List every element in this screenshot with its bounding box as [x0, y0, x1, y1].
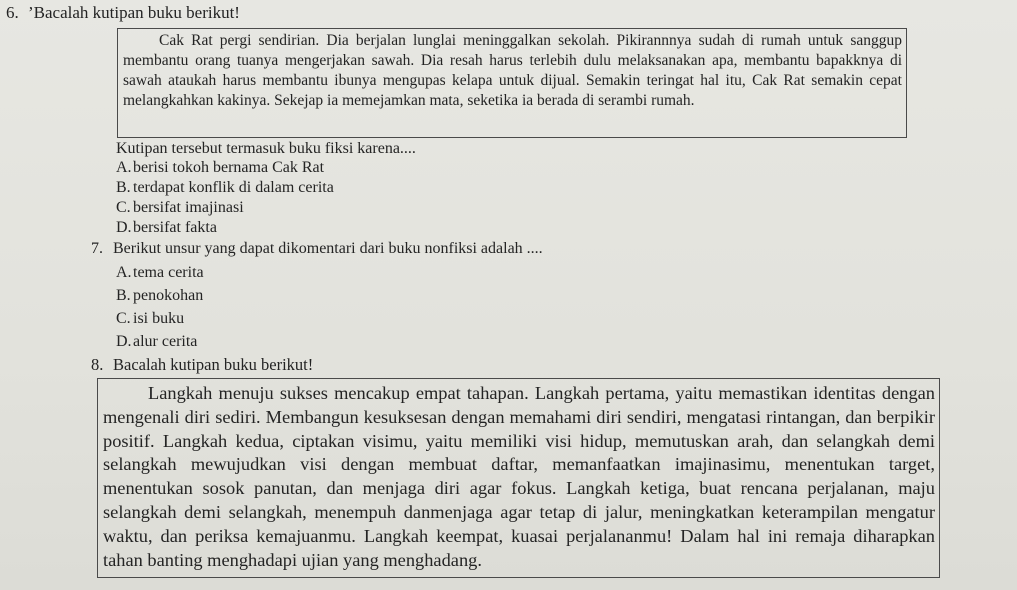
- question-6-number: 6.: [6, 3, 19, 22]
- question-7-line: [91, 240, 543, 258]
- question-7-option-c[interactable]: C. isi buku: [116, 310, 185, 327]
- question-8-heading: [91, 355, 313, 375]
- question-7-option-d[interactable]: D.alur cerita: [116, 333, 198, 350]
- question-6-passage-box: [117, 28, 907, 138]
- question-7-option-a[interactable]: A.tema cerita: [116, 264, 204, 281]
- question-6-option-d[interactable]: D.bersifat fakta: [116, 219, 217, 236]
- question-8-passage: Langkah menuju sukses mencakup empat tahapan. Langkah pertama, yaitu memastikan identitas dengan mengenali diri sediri. Membangun kesuksesan dengan memahami diri sendiri, mengatasi rintangan, dan berpikir positif. Langkah kedua, ciptakan visimu, yaitu memiliki visi hidup, memutuskan arah, dan selangkah demi selangkah mewujudkan visi dengan membuat daftar, memanfaatkan imajinasimu, menentukan target, menentukan sosok panutan, dan menjaga diri agar fokus. Langkah ketiga, buat rencana perjalanan, maju selangkah demi selangkah, menempuh danmenjaga agar tetap di jalur, meningkatkan keterampilan mengatur waktu, dan periksa kemajuanmu. Langkah keempat, kuasai perjalananmu! Dalam hal ini remaja diharapkan tahan banting menghadapi ujian yang menghadang.: [103, 383, 935, 570]
- question-8-passage-box: [97, 378, 940, 578]
- question-7-stem: Berikut unsur yang dapat dikomentari dari buku nonfiksi adalah ....: [113, 240, 543, 257]
- question-6-option-b[interactable]: B. terdapat konflik di dalam cerita: [116, 179, 334, 196]
- question-8-instruction: Bacalah kutipan buku berikut!: [113, 355, 314, 374]
- question-7-number: 7.: [91, 240, 103, 257]
- question-6-stem: Kutipan tersebut termasuk buku fiksi karena....: [116, 140, 416, 157]
- question-6-passage: Cak Rat pergi sendirian. Dia berjalan lunglai meninggalkan sekolah. Pikirannnya sudah di rumah untuk sanggup membantu orang tuanya mengerjakan sawah. Dia resah harus terlebih dulu melaksanakan apa, membantu bapakknya di sawah ataukah harus membantu ibunya mengupas kelapa untuk dijual. Semakin teringat hal itu, Cak Rat semakin cepat melangkahkan kakinya. Sekejap ia memejamkan mata, seketika ia berada di serambi rumah.: [123, 32, 902, 109]
- question-8-number: 8.: [91, 355, 104, 374]
- question-6-option-a[interactable]: A.berisi tokoh bernama Cak Rat: [116, 159, 325, 176]
- question-6-instruction: ’Bacalah kutipan buku berikut!: [28, 3, 240, 22]
- question-7-option-b[interactable]: B. penokohan: [116, 287, 204, 304]
- question-6-option-c[interactable]: C. bersifat imajinasi: [116, 199, 244, 216]
- question-6-heading: [6, 3, 240, 23]
